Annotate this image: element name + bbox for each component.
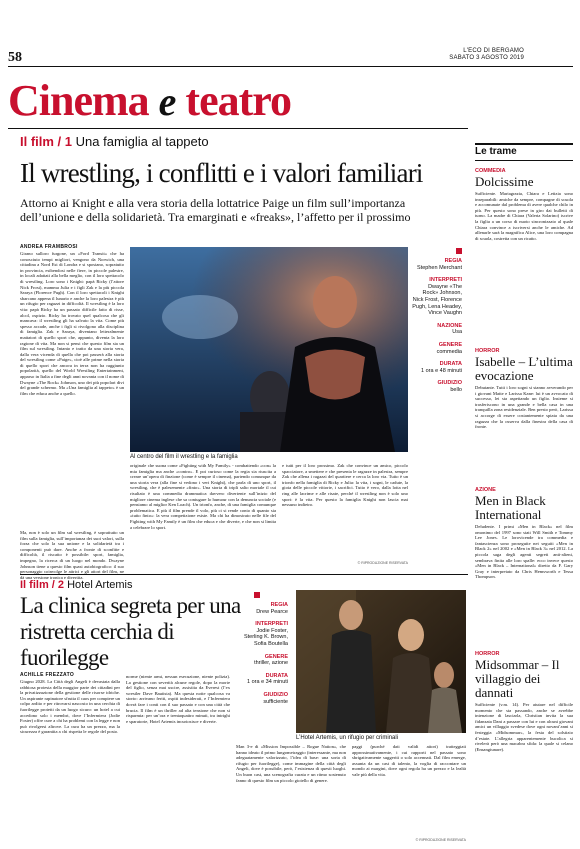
info-box-1	[412, 258, 462, 394]
sidebar-item-text: Debutante. Tutti i loro sogni si stanno avverando per i giovani Matte e Larissa Kane: lui è un avvocato di successo, lei sta aspettando un figlio. Insieme si trasferiscono in una grande e bella casa in una tranquilla zona residenziale. Ben presto però, Larissa si accorge di essere costantemente spiata da una ragazza che la osserva dalla finestra della casa di fronte.	[475, 385, 573, 430]
byline-1: ANDREA FRAMBROSI	[20, 244, 78, 250]
masthead-title: L'ECO DI BERGAMO	[463, 48, 524, 54]
info1-label-4: DURATA	[439, 361, 462, 368]
credit-1: © RIPRODUZIONE RISERVATA	[357, 561, 408, 565]
section-title: Cinema e teatro	[8, 76, 291, 125]
info2-label-3: DURATA	[265, 672, 288, 679]
kicker-1-label: Il film / 1	[20, 134, 73, 149]
sidebar-title: Le trame	[475, 143, 573, 161]
info2-label-1: INTERPRETI	[255, 621, 288, 628]
subhead-1: Attorno ai Knight e alla vera storia della lottatrice Paige un film sull’importanza dell’unione e della solidarietà. Tra emarginati e «freaks», l’affetto per il prossimo	[20, 196, 411, 224]
kicker-2-text: Hotel Artemis	[67, 579, 133, 591]
info-box-2	[238, 602, 288, 705]
photo-caption-2: L’Hotel Artemis, un rifugio per criminali	[296, 735, 399, 741]
sidebar-item-text: Deludente. I primi «Men in Black» nel film omonimo del 1997 sono stati Will Smith e Tommy Lee Jones. Le lorovicende tra commedia e fantascienza sono proseguite nei seguiti «Men in Black 2» nel 2002 e «Men in Black 3» nel 2012. La piccola saga degli agenti segreti anti-alieni, sembrava finita alle loro spalle: ecco invece questo «Men in Black – International» diretto da F. Gary Gray e interpretato da Chris Hemsworth e Tessa Thompson.	[475, 524, 573, 580]
masthead-date: SABATO 3 AGOSTO 2019	[449, 55, 524, 61]
info1-value-3: commedia	[436, 348, 462, 355]
sidebar-item-label: HORROR	[475, 348, 500, 354]
article1-col3: originale che suona come «Fighting with My Family» - combattendo «con» la mia famiglia ma anche «contro». E poi curioso come la regia sia riuscita a creare un’opera di finzione (come è sempre il cinema), partendo comunque da una storia vera (alla fine si vedono i veri Knight), che parla di uno sport, il wrestling, che è palesemente «finto». Una storia di tripli salto mortale il cui risultato è una commedia drammatica davvero divertente sull’inizio del migliore cinema inglese che sa coniugare lo humour con la denuncia sociale (e pensiamo al miglior Ken Loach). Un trionfo, anche, di una famiglia comunque problematica. E più il film prende il volo, più ci si rende conto di quanto sia «tutto finto»: la vera competizione esiste. Ma chi ha dimostrato nelle file del Fighting with My Family è un film che educa e che diverte, e che non si limita a celebrare lo sport.	[130, 463, 276, 530]
sidebar-item	[475, 345, 573, 480]
article2-col1: Giugno 2028. La Città degli Angeli è devastata dalla rabbiosa protesta della maggior parte dei cittadini per la privatizzazione della gestione delle risorse idriche. Un aspirante rapinatore sfrutta il caos per compiere un colpo ardito e per ritrovarsi nascosto in una cerchia di fuorilegge protetti da un luogo sicuro: un hotel a cui accedono solo i membri, dove l’Infermiera (Jodie Foster) offre cure a chi ha problemi con la legge e non può rivolgersi altrove. La cura ha un prezzo, ma la sicurezza è garantita a chi rispetta le regole del posto.	[20, 679, 120, 735]
article1-col1: Girano sulloro furgone, un «Ford Transit» che ha conosciuto tempi migliori, vengono da Norwich, una cittadina a Nord Est di Londra e si spostano, sopratutto in provincia, esibendosi nelle fiere, in piccole palestre, in locali adattati alla bella meglio, con il loro spettacolo di wrestling. Loro sono i Knight: papà Ricky (l’attore Nick Frost), mamma Julia e i figli Zak e la più piccola Saraya (Florence Pugh). Con il loro spettacoli i Knight sbarcano appena il lunario e anche la loro palestra è più un rifugio per ragazzi in difficoltà. Il wrestling è la loro vita: papà Ricky ha un passato difficile fatto di risse, alcol, ospizio. Ricky ha trovato quel qualcosa che gli mancava: il wrestling gli ha salvato la vita. Come più spesso accade, anche i figli si rivolgono alla disciplina di famiglia. Zak e Saraya, diventano letteralmente mattatori di quello sport che, appunto, diventa la loro ragione di vita. Ma non si pensi che questo film sia un film sul wrestling. Intanto e tratto da una storia vera, dalla vera vicenda di quella che poi passerà alla storia del wrestling come «Paige», cioè alle prime nella storia di quello sport che ancora in terra non ha raggiunto popolarità, quello del World Wrestling Entertainment, apparso in Italia a fine degli anni novanta con il nome di Dwayne «The Rock» Johnson, uno dei più popolari divi del grande schermo. Ma «Una famiglia al tappeto» è un film che educa anche a quello.	[20, 251, 124, 396]
sidebar-item-title: Dolcissime	[475, 174, 534, 189]
info2-label-0: REGIA	[270, 602, 288, 608]
article1-col2: Ma, non è solo un film sul wrestling, è soprattutto un film sulla famiglia, sull’importanza dei suoi valori, sulla forza che solo la sua unione e la solidarietà tra i componenti può dare. Anche a fronte di sconfitte e difficoltà, il riscatto è possibile: sport, famiglia, impegno, la ricerca di un luogo nel mondo. Dwayne Johnson tiene a questo film quasi autobiografico: il suo personaggio coinvolge le attrici e gli attori del film, ne dà una versione ironica e divertita.	[20, 530, 124, 580]
info2-value-0: Drew Pearce	[256, 608, 288, 615]
info1-value-2: Usa	[452, 329, 462, 336]
photo-caption-1: Al centro del film il wrestling e la famiglia	[130, 454, 238, 460]
sidebar-item-title: Midsommar – Il villaggio dei dannati	[475, 657, 560, 700]
info1-label-5: GIUDIZIO	[437, 380, 462, 387]
sidebar-item-label: COMMEDIA	[475, 168, 506, 174]
sidebar-item	[475, 165, 573, 341]
section-header	[8, 73, 468, 128]
photo-wrestling	[130, 247, 408, 452]
info2-value-2: thriller, azione	[254, 660, 288, 667]
sidebar-item-label: HORROR	[475, 651, 500, 657]
info1-value-5: bello	[450, 386, 462, 393]
article2-col3: Man 3-e di «Mission Impossible – Rogue Nation», che hanno ideato il primo lungometraggio (interessante, ma non adeguatamente valorizzato, l’idea di base: una sorta di rifugio per fuorilegge), come immagine della città degli Angeli, dove è possibile, però, l’esistenza di questi luoghi. Un buon cast, una scenografia curata e un ritmo sostenuto fanno di questo film un piccolo gioiello di genere.	[236, 744, 346, 783]
info1-label-3: GENERE	[438, 341, 462, 348]
info-box-marker-2	[254, 592, 260, 598]
section-rule	[8, 128, 468, 129]
sidebar-item-title: Isabelle – L’ultima evocazione	[475, 354, 573, 383]
info1-value-1: Dwayne «The Rock» Johnson, Nick Frost, Florence Pugh, Lena Headey, Vince Vaughn	[412, 283, 462, 317]
sidebar-item	[475, 484, 573, 644]
article1-col4: e tutti per il loro prossimo. Zak che convince un amico, piccolo spacciatore, a smettere e che presenta le ragazze in palestra, sempre Zak che allena i ragazzi del quartiere e cerca la loro via. Tutto è un trionfo nella famiglia di Ricky e Julia: la vita, i sogni, le cadute, la gioia delle piccole vittorie, i sacrifici. Tutto è vero, dalla lotta nel ring alle lacrime e alle risate, perché il wrestling non è solo uno sport: è la vita. Per questo la famiglia Knight non lascia mai nessuno indietro.	[282, 463, 408, 508]
sidebar-item-title: Men in Black International	[475, 493, 546, 522]
info1-value-0: Stephen Merchant	[417, 264, 462, 271]
sidebar-item-label: AZIONE	[475, 487, 496, 493]
photo-wrestling-image	[130, 247, 408, 452]
sidebar-item-text: Sufficiente (v.m. 14). Per aiutare nel difficile momento che sta passando, anche se avrebbe intenzione di lasciarla, Christian invita la sua fidanzata Dani a passare con lui e con alcuni giovani amici un villaggio svedese dove ogni novant’anni si festeggia «Midsommar», la festa del solstizio d’estate. L’allegria apparentemente bucolica si rivelerà però una macabra sfida: la quale si celano (Ensangiunare).	[475, 702, 573, 752]
masthead	[449, 48, 524, 62]
info2-value-1: Jodie Foster, Sterling K. Brown, Sofia Boutella	[243, 627, 288, 647]
sidebar-item	[475, 648, 573, 832]
top-rule	[8, 66, 573, 67]
info2-value-3: 1 ora e 34 minuti	[247, 679, 288, 686]
credit-2: © RIPRODUZIONE RISERVATA	[415, 838, 466, 842]
sidebar-item-text: Sufficiente. Mariagrazia, Chiara e Letizia sono inseparabili: amiche da sempre, compagne di scuola e accomunate dal problema di avere qualche chilo in più. Per questo sono prese in giro dai bulletti di turno. La madre di Chiara (Valeria Solarino) iscrive la figlia a un corso di nuoto sincronizzato al quale Chiara convince a iscriversi anche le amiche. Ad allenarle sarà la magnifica Alice, una loro compagna di scuola, costretta con un ricatto.	[475, 191, 573, 241]
info1-label-0: REGIA	[444, 258, 462, 264]
info1-label-1: INTERPRETI	[429, 277, 462, 284]
info1-label-2: NAZIONE	[437, 322, 462, 329]
page-number: 58	[8, 50, 22, 65]
info-box-marker-1	[456, 248, 462, 254]
article2-col4: paggi (purché dati validi attori) tratteggiati approssimativamente, i cui rapporti nel passato sono sbrigativamente suggeriti o solo accennati. Dal film emerge, assunta da un cast di talento, la voglia di raccontare un mondo ai margini, dove ogni regola ha un prezzo e la lealtà vale più della vita.	[352, 744, 466, 777]
photo-hotel-artemis	[296, 590, 466, 733]
photo-hotel-artemis-image	[296, 590, 466, 733]
info1-value-4: 1 ora e 48 minuti	[421, 367, 462, 374]
byline-2: ACHILLE FREZZATO	[20, 672, 75, 678]
kicker-2-label: Il film / 2	[20, 579, 65, 591]
headline-2: La clinica segreta per una ristretta cerchia di fuorilegge	[20, 593, 241, 670]
article-divider	[20, 574, 468, 575]
kicker-1-text: Una famiglia al tappeto	[75, 134, 209, 149]
kicker-2	[20, 579, 133, 591]
sidebar-le-trame	[475, 143, 573, 843]
info2-label-4: GIUDIZIO	[263, 691, 288, 698]
info2-label-2: GENERE	[264, 653, 288, 660]
kicker-1	[20, 134, 209, 149]
info2-value-4: sufficiente	[263, 698, 288, 705]
headline-1: Il wrestling, i conflitti e i valori familiari	[20, 158, 423, 188]
article2-col2: norme (niente armi, nessun esecuzione, niente polizia). La gestione con severità alcune regole, dopo la morte del figlio, senza mai uscire, assistita da Everest (l’ex wrestler Dave Bautista). Ma questa notte qualcosa va storto: arrivano feriti, ospiti indesiderati, e l’Infermiera dovrà fare i conti con il suo passato e con una città che brucia. Il film è un thriller ad alta tensione che non si risparmia: per un’ora e trentaquattro minuti, tra intrighi e sparatorie, Hotel Artemis incuriosisce e diverte.	[126, 674, 230, 724]
